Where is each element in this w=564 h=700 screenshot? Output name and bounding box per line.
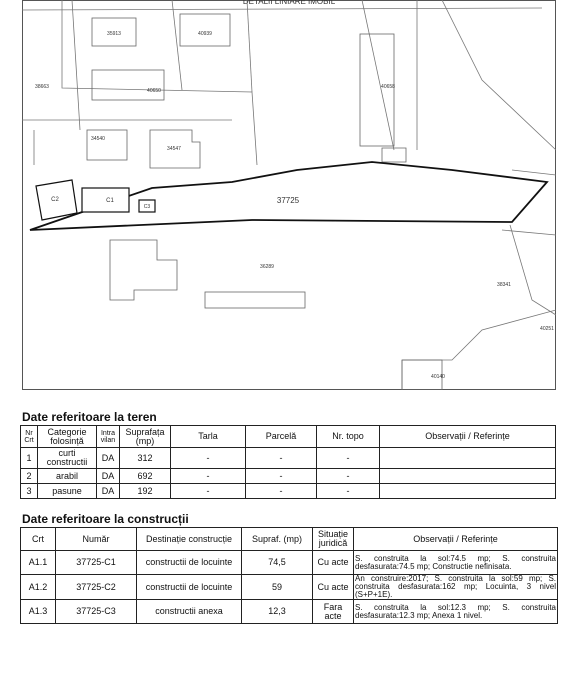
cell-parcela: -: [246, 469, 317, 484]
cell-suprafata: 692: [120, 469, 171, 484]
cell-tarla: -: [171, 469, 246, 484]
cell-observatii: An construire:2017; S. construita la sol:59 mp; S. construita desfasurata:162 mp; Locuinta, 3 nivel (S+P+1E).: [355, 574, 556, 599]
cell-observatii: [380, 484, 556, 499]
table-row: [21, 575, 558, 600]
header-parcela: Parcelă: [246, 426, 317, 448]
map-header: DETALII LINIARE IMOBIL: [242, 0, 336, 6]
cell-tarla: -: [171, 484, 246, 499]
constructions-table-header: [21, 528, 558, 551]
cadastral-map: [22, 0, 556, 390]
cell-nr: 1: [21, 448, 38, 469]
header-destinatie: Destinație construcție: [137, 528, 242, 551]
table-row: [21, 551, 558, 575]
cell-crt: A1.2: [21, 575, 56, 600]
cell-destinatie: constructii de locuinte: [137, 551, 242, 575]
header-intravilan: Intra vilan: [97, 426, 120, 448]
cell-intravilan: DA: [97, 448, 120, 469]
table-row: [21, 484, 556, 499]
cell-situatie: Fara acte: [313, 600, 354, 624]
parcel-label-40251: 40251: [540, 326, 554, 332]
header-nr-topo: Nr. topo: [317, 426, 380, 448]
parcel-label-36289: 36289: [260, 264, 274, 270]
cell-numar: 37725-C2: [56, 575, 137, 600]
cell-supraf: 74,5: [242, 551, 313, 575]
parcel-label-34547: 34547: [167, 146, 181, 152]
cell-situatie: Cu acte: [313, 551, 354, 575]
header-tarla: Tarla: [171, 426, 246, 448]
parcel-label-38341: 38341: [497, 282, 511, 288]
constructions-section-title: Date referitoare la construcții: [22, 512, 189, 526]
cell-nr-topo: -: [317, 469, 380, 484]
parcel-label-40939: 40939: [198, 31, 212, 37]
parcel-label-40140: 40140: [431, 374, 445, 380]
parcel-label-38663: 38663: [35, 84, 49, 90]
header-suprafata: Suprafața (mp): [120, 426, 171, 448]
cell-categorie: arabil: [38, 469, 97, 484]
cell-observatii: [380, 469, 556, 484]
table-row: [21, 469, 556, 484]
cell-supraf: 12,3: [242, 600, 313, 624]
cell-nr-topo: -: [317, 484, 380, 499]
header-nr: Nr Crt: [21, 426, 38, 448]
main-parcel-label: 37725: [276, 196, 300, 205]
cell-crt: A1.3: [21, 600, 56, 624]
header-categorie: Categorie folosință: [38, 426, 97, 448]
c3-label: C3: [143, 204, 151, 210]
cell-numar: 37725-C3: [56, 600, 137, 624]
parcel-label-35913: 35913: [107, 31, 121, 37]
cell-destinatie: constructii de locuinte: [137, 575, 242, 600]
header-numar: Număr: [56, 528, 137, 551]
cell-supraf: 59: [242, 575, 313, 600]
header-observatii-constr: Observații / Referințe: [354, 528, 558, 551]
cell-intravilan: DA: [97, 484, 120, 499]
cell-suprafata: 312: [120, 448, 171, 469]
table-row: [21, 600, 558, 624]
parcel-label-34540: 34540: [91, 136, 105, 142]
cell-categorie: pasune: [38, 484, 97, 499]
cell-observatii: S. construita la sol:12.3 mp; S. construita desfasurata:12.3 mp; Anexa 1 nivel.: [354, 600, 558, 624]
cell-nr: 3: [21, 484, 38, 499]
cell-parcela: -: [246, 484, 317, 499]
cell-suprafata: 192: [120, 484, 171, 499]
parcel-label-40658: 40658: [381, 84, 395, 90]
parcel-label-40650: 40650: [147, 88, 161, 94]
table-row: [21, 448, 556, 469]
header-situatie: Situație juridică: [313, 528, 354, 551]
land-table-header: [21, 426, 556, 448]
cell-tarla: -: [171, 448, 246, 469]
cell-categorie: curti constructii: [38, 448, 97, 469]
cell-situatie: Cu acte: [313, 575, 354, 600]
cell-crt: A1.1: [21, 551, 56, 575]
c2-label: C2: [51, 197, 59, 203]
land-table: [20, 425, 556, 499]
header-observatii: Observații / Referințe: [380, 426, 556, 448]
cell-nr: 2: [21, 469, 38, 484]
cell-nr-topo: -: [317, 448, 380, 469]
constructions-table: [20, 527, 558, 624]
header-supraf: Supraf. (mp): [242, 528, 313, 551]
cell-intravilan: DA: [97, 469, 120, 484]
header-crt: Crt: [21, 528, 56, 551]
land-section-title: Date referitoare la teren: [22, 410, 157, 424]
cell-parcela: -: [246, 448, 317, 469]
cell-destinatie: constructii anexa: [137, 600, 242, 624]
c1-label: C1: [106, 198, 114, 204]
cell-numar: 37725-C1: [56, 551, 137, 575]
cell-observatii: S. construita la sol:74.5 mp; S. construita desfasurata:74.5 mp; Constructie nefinisata.: [354, 551, 558, 575]
cell-observatii: [380, 448, 556, 469]
